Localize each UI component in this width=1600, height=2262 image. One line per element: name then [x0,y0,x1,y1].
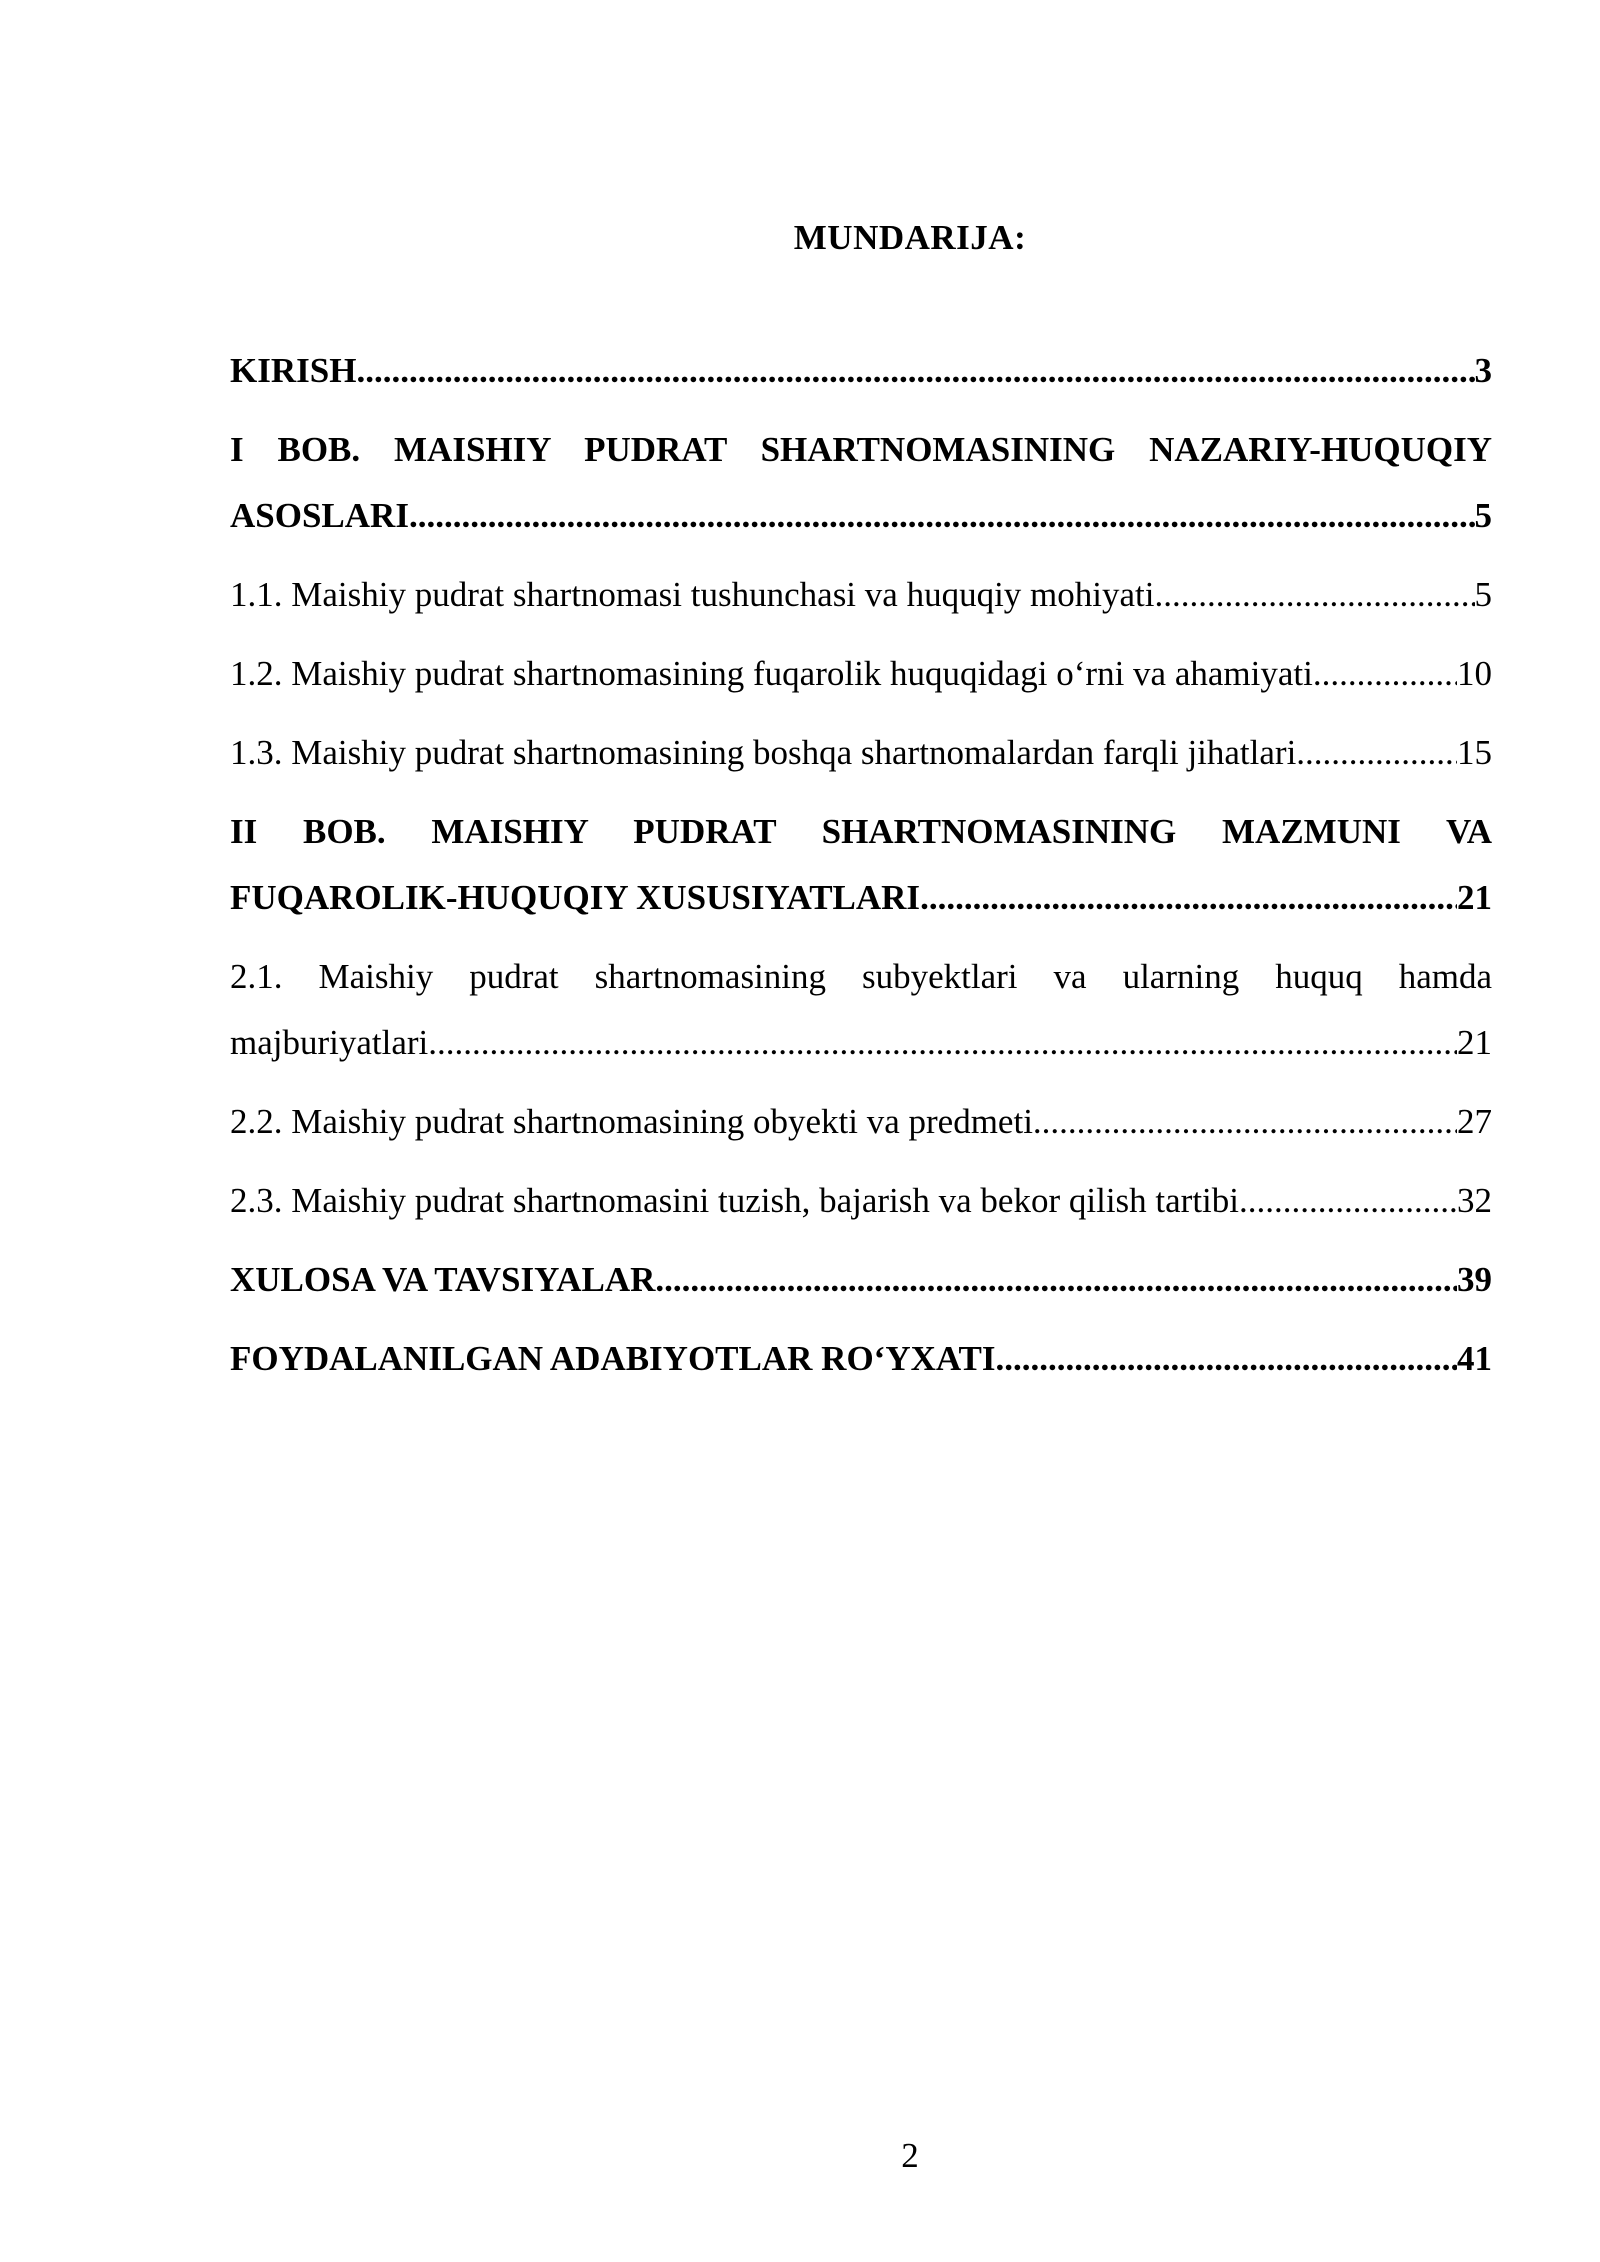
toc-page-number: 3 [1474,351,1492,390]
toc-entry-2-3[interactable] [230,1168,1492,1234]
toc-entry-bob2[interactable] [230,799,1492,931]
toc-entry-1-3[interactable] [230,720,1492,786]
toc-leader-dots [428,1010,1457,1076]
toc-entry-label: FOYDALANILGAN ADABIYOTLAR RO‘YXATI [230,1339,996,1378]
toc-entry-label: I BOB. MAISHIY PUDRAT SHARTNOMASINING NAZARIY-HUQUQIY [230,430,1492,469]
toc-page-number: 32 [1457,1181,1492,1220]
toc-entry-label-cont: FUQAROLIK-HUQUQIY XUSUSIYATLARI [230,878,921,917]
toc-leader-dots [1296,720,1457,786]
toc-page-number: 5 [1474,496,1492,535]
toc-entry-1-2[interactable] [230,641,1492,707]
toc-entry-1-1[interactable] [230,562,1492,628]
toc-entry-kirish[interactable] [230,338,1492,404]
toc-leader-dots [996,1326,1457,1392]
toc-entry-adabiyotlar[interactable] [230,1326,1492,1392]
toc-entry-label: XULOSA VA TAVSIYALAR [230,1260,656,1299]
toc-entry-label: KIRISH [230,351,357,390]
toc-leader-dots [1033,1089,1457,1155]
toc-entry-label: 1.3. Maishiy pudrat shartnomasining boshqa shartnomalardan farqli jihatlari [230,733,1297,772]
toc-leader-dots [655,1247,1457,1313]
toc-leader-dots [356,338,1474,404]
toc-entry-xulosa[interactable] [230,1247,1492,1313]
toc-entry-label: 2.3. Maishiy pudrat shartnomasini tuzish, bajarish va bekor qilish tartibi [230,1181,1240,1220]
toc-leader-dots [409,483,1475,549]
toc-page-number: 39 [1457,1260,1492,1299]
table-of-contents [230,338,1492,1392]
toc-entry-bob1[interactable] [230,417,1492,549]
toc-entry-2-1[interactable] [230,944,1492,1076]
toc-leader-dots [1313,641,1457,707]
toc-entry-label: 2.2. Maishiy pudrat shartnomasining obyekti va predmeti [230,1102,1033,1141]
toc-page-number: 10 [1457,654,1492,693]
toc-page-number: 5 [1474,575,1492,614]
toc-leader-dots [1239,1168,1457,1234]
toc-entry-label: 2.1. Maishiy pudrat shartnomasining subyektlari va ularning huquq hamda [230,957,1492,996]
toc-page-number: 21 [1457,878,1492,917]
toc-entry-label-cont: ASOSLARI [230,496,409,535]
page-number: 2 [901,2136,919,2175]
toc-page-number: 21 [1457,1023,1492,1062]
toc-entry-label: 1.2. Maishiy pudrat shartnomasining fuqarolik huquqidagi o‘rni va ahamiyati [230,654,1313,693]
toc-entry-label: 1.1. Maishiy pudrat shartnomasi tushunchasi va huquqiy mohiyati [230,575,1155,614]
page-title: MUNDARIJA: [793,218,1027,257]
toc-page-number: 27 [1457,1102,1492,1141]
toc-entry-2-2[interactable] [230,1089,1492,1155]
toc-page-number: 41 [1457,1339,1492,1378]
toc-page-number: 15 [1457,733,1492,772]
toc-leader-dots [920,865,1457,931]
toc-leader-dots [1154,562,1474,628]
toc-entry-label: II BOB. MAISHIY PUDRAT SHARTNOMASINING MAZMUNI VA [230,812,1492,851]
toc-entry-label-cont: majburiyatlari [230,1023,429,1062]
